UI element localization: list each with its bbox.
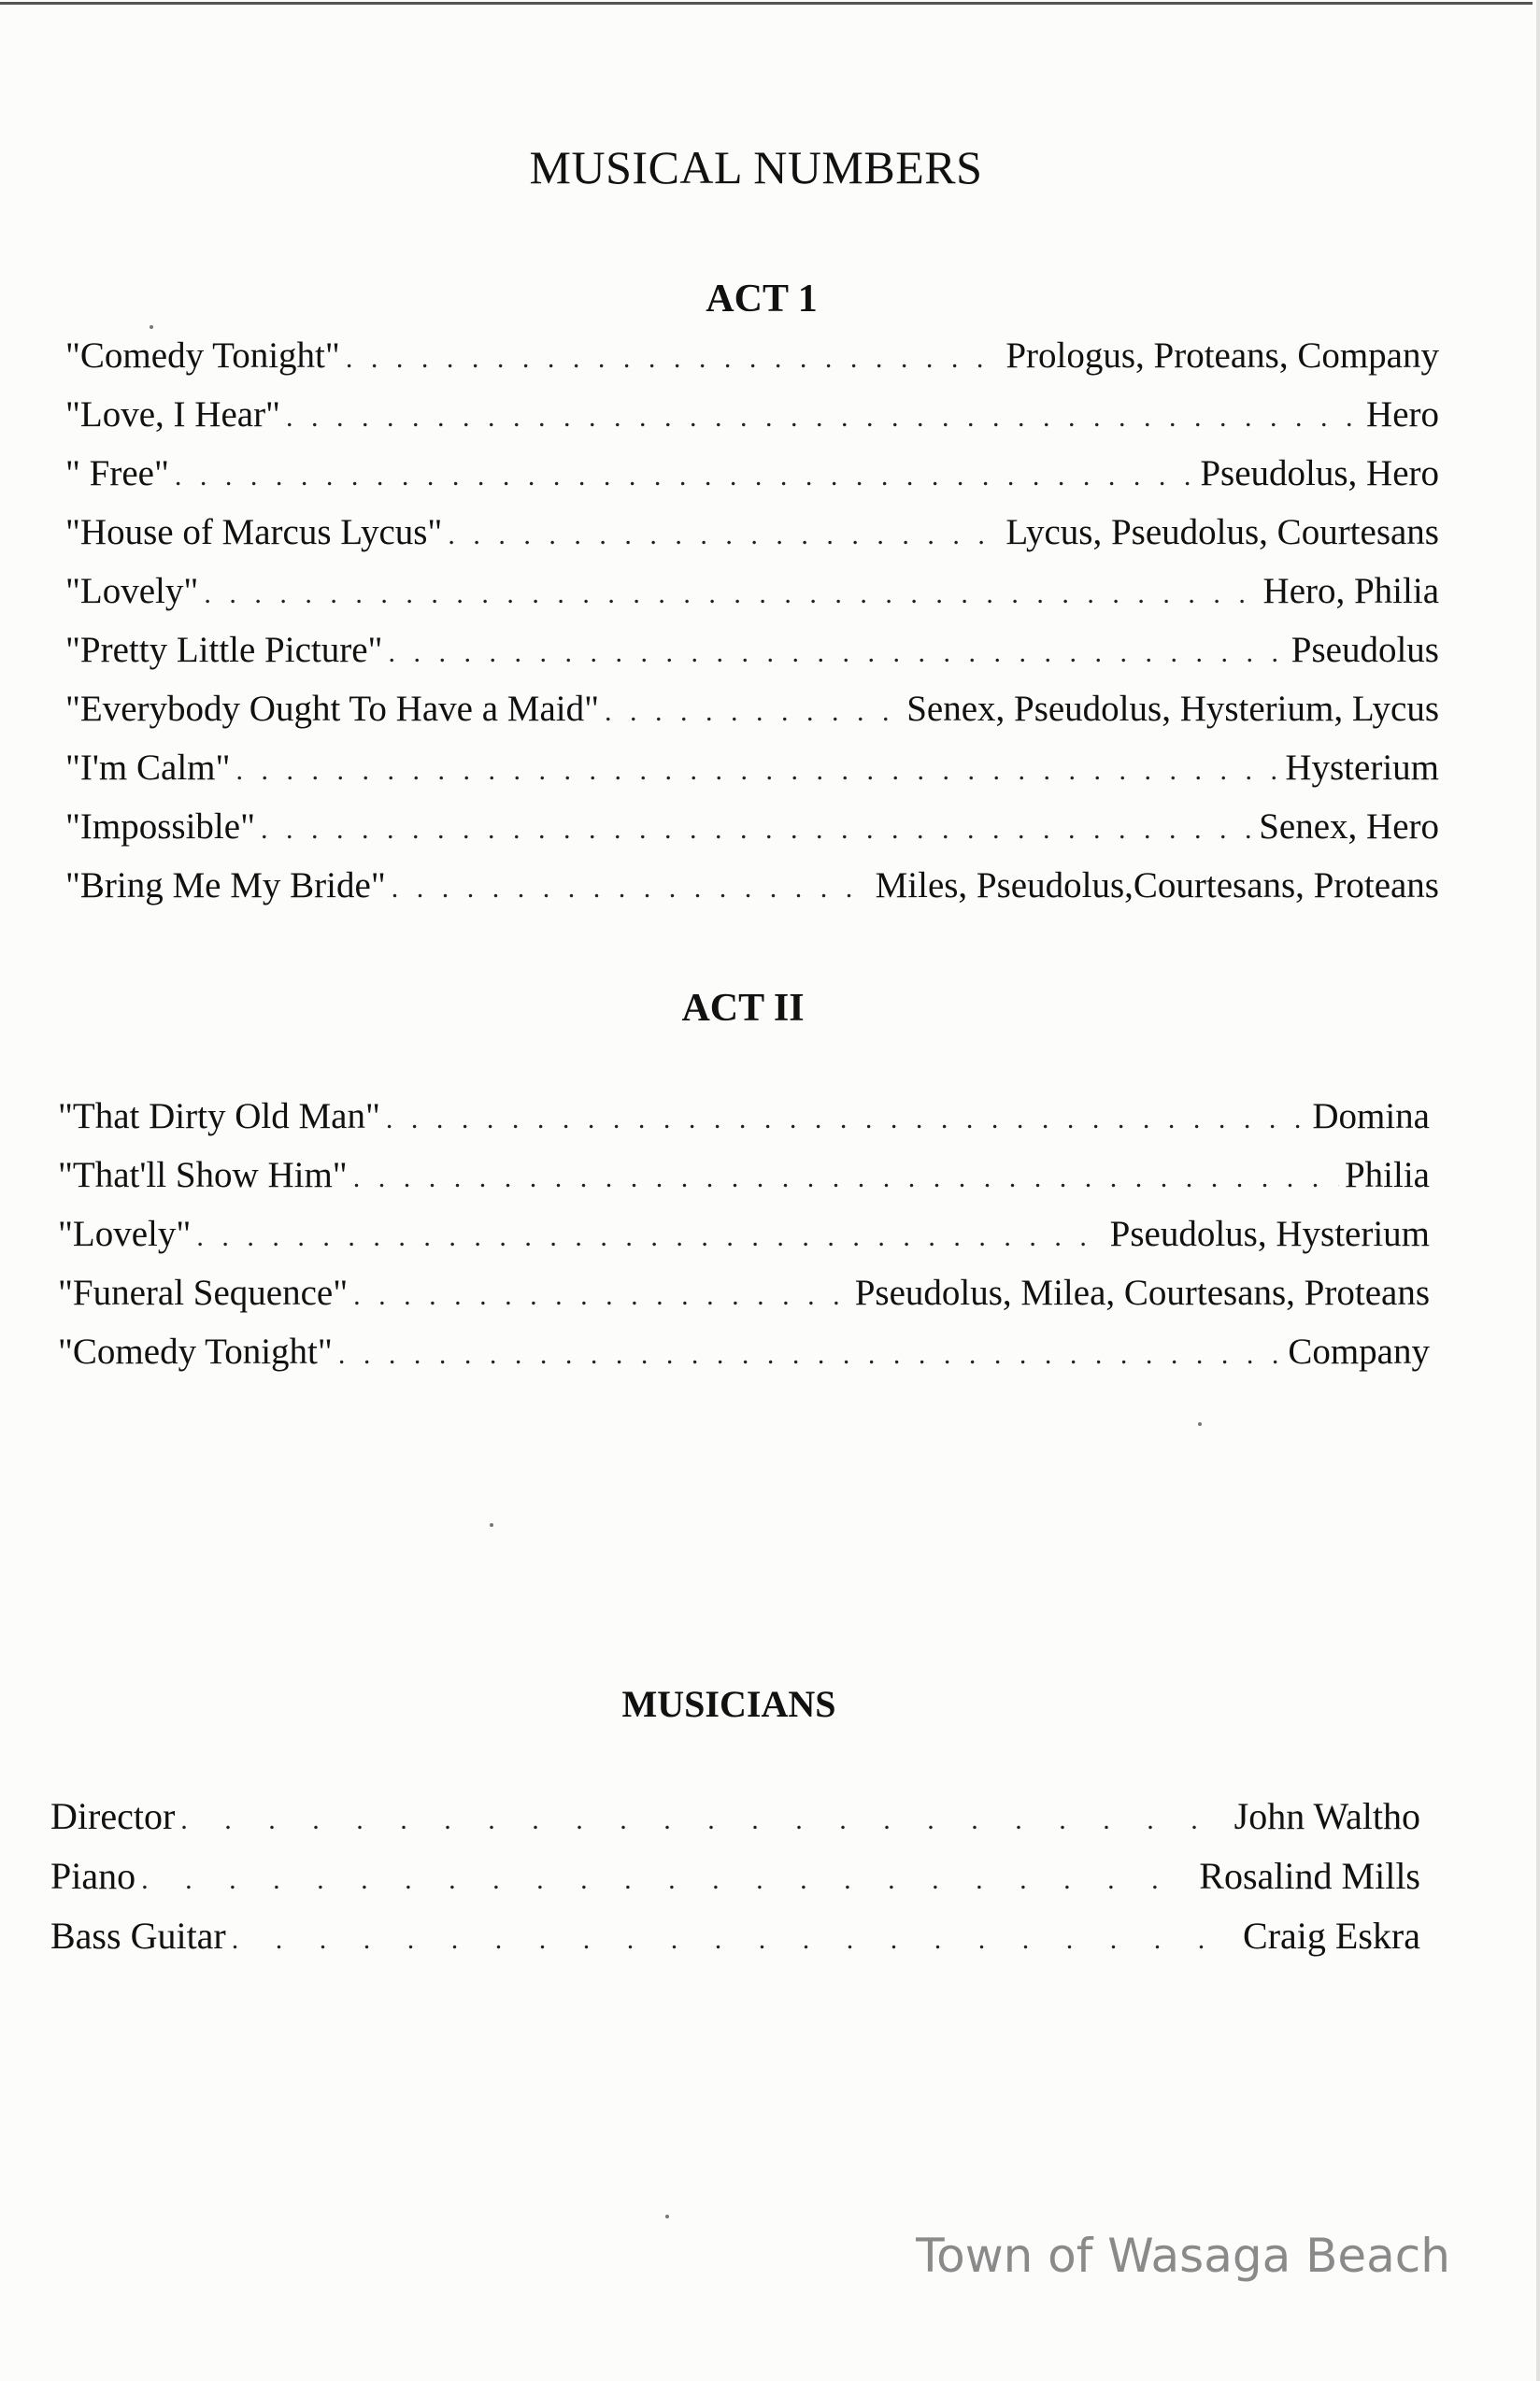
watermark: Town of Wasaga Beach bbox=[916, 2229, 1450, 2283]
list-item bbox=[58, 1095, 1430, 1154]
act-1-heading: ACT 1 bbox=[706, 278, 818, 321]
dot-leader bbox=[232, 1924, 1237, 1956]
performers: Prologus, Proteans, Company bbox=[1005, 335, 1439, 376]
song-title: "I'm Calm" bbox=[65, 748, 231, 788]
list-item bbox=[65, 864, 1439, 923]
act-2-heading: ACT II bbox=[681, 987, 805, 1030]
list-item bbox=[58, 1213, 1430, 1272]
musician-name: Rosalind Mills bbox=[1199, 1855, 1420, 1897]
dot-leader bbox=[392, 873, 870, 905]
dot-leader bbox=[346, 343, 1001, 375]
dot-leader bbox=[353, 1280, 849, 1312]
paper-speck bbox=[150, 325, 153, 329]
dot-leader bbox=[261, 814, 1253, 846]
dot-leader bbox=[353, 1162, 1339, 1194]
performers: Pseudolus, Milea, Courtesans, Proteans bbox=[854, 1273, 1430, 1313]
song-title: "Bring Me My Bride" bbox=[65, 865, 386, 905]
song-title: "Impossible" bbox=[65, 806, 255, 847]
list-item bbox=[65, 629, 1439, 688]
list-item bbox=[65, 747, 1439, 806]
list-item bbox=[65, 570, 1439, 629]
song-title: "Comedy Tonight" bbox=[58, 1332, 333, 1372]
performers: Senex, Pseudolus, Hysterium, Lycus bbox=[906, 689, 1439, 729]
performers: Pseudolus, Hero bbox=[1200, 453, 1439, 493]
song-title: "Pretty Little Picture" bbox=[65, 630, 383, 670]
performers: Philia bbox=[1344, 1155, 1430, 1195]
musician-role: Director bbox=[50, 1795, 176, 1837]
performers: Domina bbox=[1312, 1096, 1430, 1136]
page-top-edge bbox=[0, 2, 1533, 5]
dot-leader bbox=[175, 461, 1194, 492]
performers: Pseudolus bbox=[1290, 630, 1439, 670]
act-2-numbers bbox=[58, 1095, 1430, 1390]
list-item bbox=[65, 688, 1439, 747]
list-item bbox=[50, 1854, 1420, 1914]
song-title: " Free" bbox=[65, 453, 169, 493]
dot-leader bbox=[204, 578, 1257, 610]
song-title: "That'll Show Him" bbox=[58, 1155, 348, 1195]
dot-leader bbox=[196, 1221, 1104, 1253]
dot-leader bbox=[448, 520, 1000, 551]
musician-name: John Waltho bbox=[1233, 1795, 1420, 1837]
dot-leader bbox=[180, 1804, 1228, 1836]
list-item bbox=[65, 511, 1439, 570]
dot-leader bbox=[286, 402, 1361, 434]
list-item bbox=[50, 1914, 1420, 1974]
dot-leader bbox=[605, 696, 901, 728]
performers: Senex, Hero bbox=[1259, 806, 1439, 847]
song-title: "Love, I Hear" bbox=[65, 394, 280, 435]
song-title: "Comedy Tonight" bbox=[65, 335, 340, 376]
song-title: "Funeral Sequence" bbox=[58, 1273, 349, 1313]
performers: Lycus, Pseudolus, Courtesans bbox=[1005, 512, 1439, 552]
song-title: "That Dirty Old Man" bbox=[58, 1096, 380, 1136]
musician-role: Piano bbox=[50, 1855, 136, 1897]
page-right-edge bbox=[1536, 0, 1540, 2381]
musician-name: Craig Eskra bbox=[1243, 1915, 1420, 1957]
performers: Hysterium bbox=[1285, 748, 1439, 788]
dot-leader bbox=[338, 1339, 1283, 1371]
list-item bbox=[65, 393, 1439, 452]
list-item bbox=[58, 1331, 1430, 1390]
list-item bbox=[65, 335, 1439, 393]
list-item bbox=[58, 1154, 1430, 1213]
musicians-heading: MUSICIANS bbox=[621, 1683, 836, 1725]
list-item bbox=[50, 1794, 1420, 1854]
song-title: "House of Marcus Lycus" bbox=[65, 512, 443, 552]
performers: Pseudolus, Hysterium bbox=[1109, 1214, 1430, 1254]
list-item bbox=[65, 806, 1439, 864]
performers: Hero, Philia bbox=[1262, 571, 1439, 611]
dot-leader bbox=[386, 1104, 1306, 1135]
paper-speck bbox=[490, 1523, 493, 1527]
song-title: "Everybody Ought To Have a Maid" bbox=[65, 689, 600, 729]
paper-speck bbox=[1198, 1422, 1202, 1426]
dot-leader bbox=[141, 1864, 1193, 1896]
act-1-numbers bbox=[65, 335, 1439, 923]
song-title: "Lovely" bbox=[65, 571, 199, 611]
list-item bbox=[58, 1272, 1430, 1331]
musicians-list bbox=[50, 1794, 1420, 1974]
musician-role: Bass Guitar bbox=[50, 1915, 226, 1957]
performers: Company bbox=[1288, 1332, 1430, 1372]
song-title: "Lovely" bbox=[58, 1214, 192, 1254]
performers: Hero bbox=[1366, 394, 1439, 435]
performers: Miles, Pseudolus,Courtesans, Proteans bbox=[875, 865, 1439, 905]
dot-leader bbox=[388, 637, 1285, 669]
page-title: MUSICAL NUMBERS bbox=[529, 141, 983, 193]
paper-speck bbox=[665, 2215, 669, 2218]
dot-leader bbox=[235, 755, 1279, 787]
list-item bbox=[65, 452, 1439, 511]
